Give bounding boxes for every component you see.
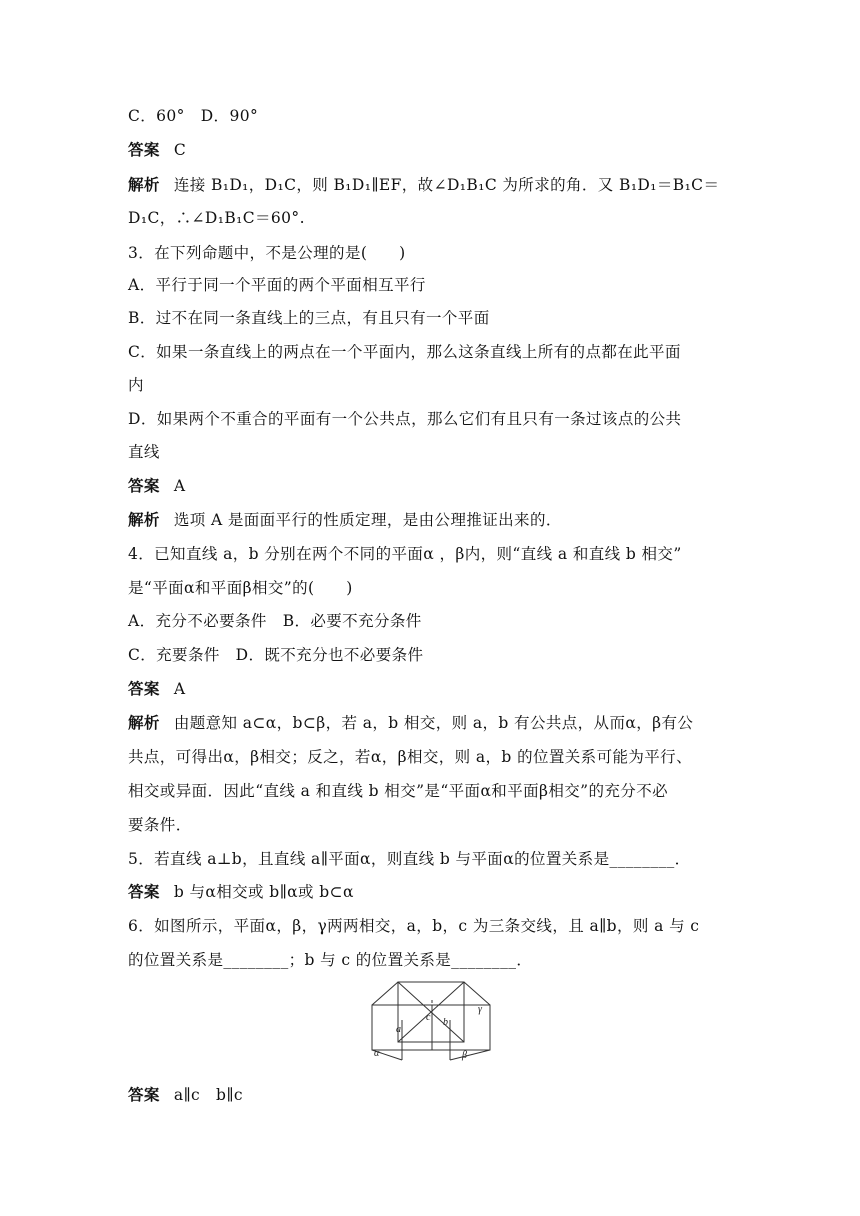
label-c: c: [426, 1012, 431, 1023]
q4-stem: 4．已知直线 a，b 分别在两个不同的平面α ，β内，则“直线 a 和直线 b 相交”: [128, 545, 682, 563]
edge-line-4: [450, 1050, 490, 1060]
q2-analysis-cont: D₁C，∴∠D₁B₁C＝60°.: [128, 209, 305, 227]
q6-answer: 答案 a∥c b∥c: [128, 1085, 243, 1104]
q4-stem-cont: 是“平面α和平面β相交”的( ): [128, 579, 353, 597]
label-alpha: α: [374, 1048, 380, 1059]
analysis-label: 解析: [128, 510, 160, 529]
analysis-label: 解析: [128, 175, 160, 194]
label-beta: β: [462, 1050, 467, 1061]
q2-answer: 答案 C: [128, 140, 187, 159]
answer-label: 答案: [128, 476, 160, 495]
q2-analysis: 解析 连接 B₁D₁，D₁C，则 B₁D₁∥EF，故∠D₁B₁C 为所求的角．又 B₁D₁＝B₁C＝: [128, 175, 720, 194]
q4-options-cd: C．充要条件 D．既不充分也不必要条件: [128, 646, 424, 664]
q3-analysis: 解析 选项 A 是面面平行的性质定理，是由公理推证出来的．: [128, 510, 562, 529]
q4-analysis-cont-3: 要条件．: [128, 816, 192, 834]
q3-option-c: C．如果一条直线上的两点在一个平面内，那么这条直线上所有的点都在此平面: [128, 343, 681, 361]
q5-answer: 答案 b 与α相交或 b∥α或 b⊂α: [128, 882, 354, 901]
q3-answer: 答案 A: [128, 476, 186, 495]
q4-answer: 答案 A: [128, 679, 186, 698]
answer-label: 答案: [128, 882, 160, 901]
q3-option-c-cont: 内: [128, 376, 144, 394]
q3-option-a: A．平行于同一个平面的两个平面相互平行: [128, 276, 426, 294]
three-planes-diagram: [368, 980, 492, 1062]
q3-option-d-cont: 直线: [128, 443, 160, 461]
label-gamma: γ: [478, 1004, 482, 1015]
edge-line-1: [372, 982, 398, 1005]
label-a: a: [396, 1024, 401, 1035]
q3-stem: 3．在下列命题中，不是公理的是( ): [128, 244, 406, 262]
q3-option-b: B．过不在同一条直线上的三点，有且只有一个平面: [128, 309, 490, 327]
q4-analysis-cont-2: 相交或异面．因此“直线 a 和直线 b 相交”是“平面α和平面β相交”的充分不必: [128, 782, 668, 800]
analysis-label: 解析: [128, 713, 160, 732]
three-planes-figure: [368, 980, 492, 1062]
q2-options-cd: C．60° D．90°: [128, 107, 259, 125]
answer-label: 答案: [128, 1085, 160, 1104]
q6-stem-cont: 的位置关系是________；b 与 c 的位置关系是________．: [128, 951, 533, 969]
answer-label: 答案: [128, 679, 160, 698]
edge-line-2: [464, 982, 490, 1005]
q6-stem: 6．如图所示，平面α，β，γ两两相交，a，b，c 为三条交线，且 a∥b，则 a 与 c: [128, 917, 700, 935]
q4-analysis: 解析 由题意知 a⊂α，b⊂β，若 a，b 相交，则 a，b 有公共点，从而α，β有公: [128, 713, 694, 732]
q4-analysis-cont-1: 共点，可得出α，β相交；反之，若α，β相交，则 a，b 的位置关系可能为平行、: [128, 748, 692, 766]
label-b: b: [443, 1017, 448, 1028]
q4-options-ab: A．充分不必要条件 B．必要不充分条件: [128, 612, 422, 630]
answer-label: 答案: [128, 140, 160, 159]
q5-stem: 5．若直线 a⊥b，且直线 a∥平面α，则直线 b 与平面α的位置关系是________．: [128, 850, 691, 868]
q3-option-d: D．如果两个不重合的平面有一个公共点，那么它们有且只有一条过该点的公共: [128, 410, 682, 428]
